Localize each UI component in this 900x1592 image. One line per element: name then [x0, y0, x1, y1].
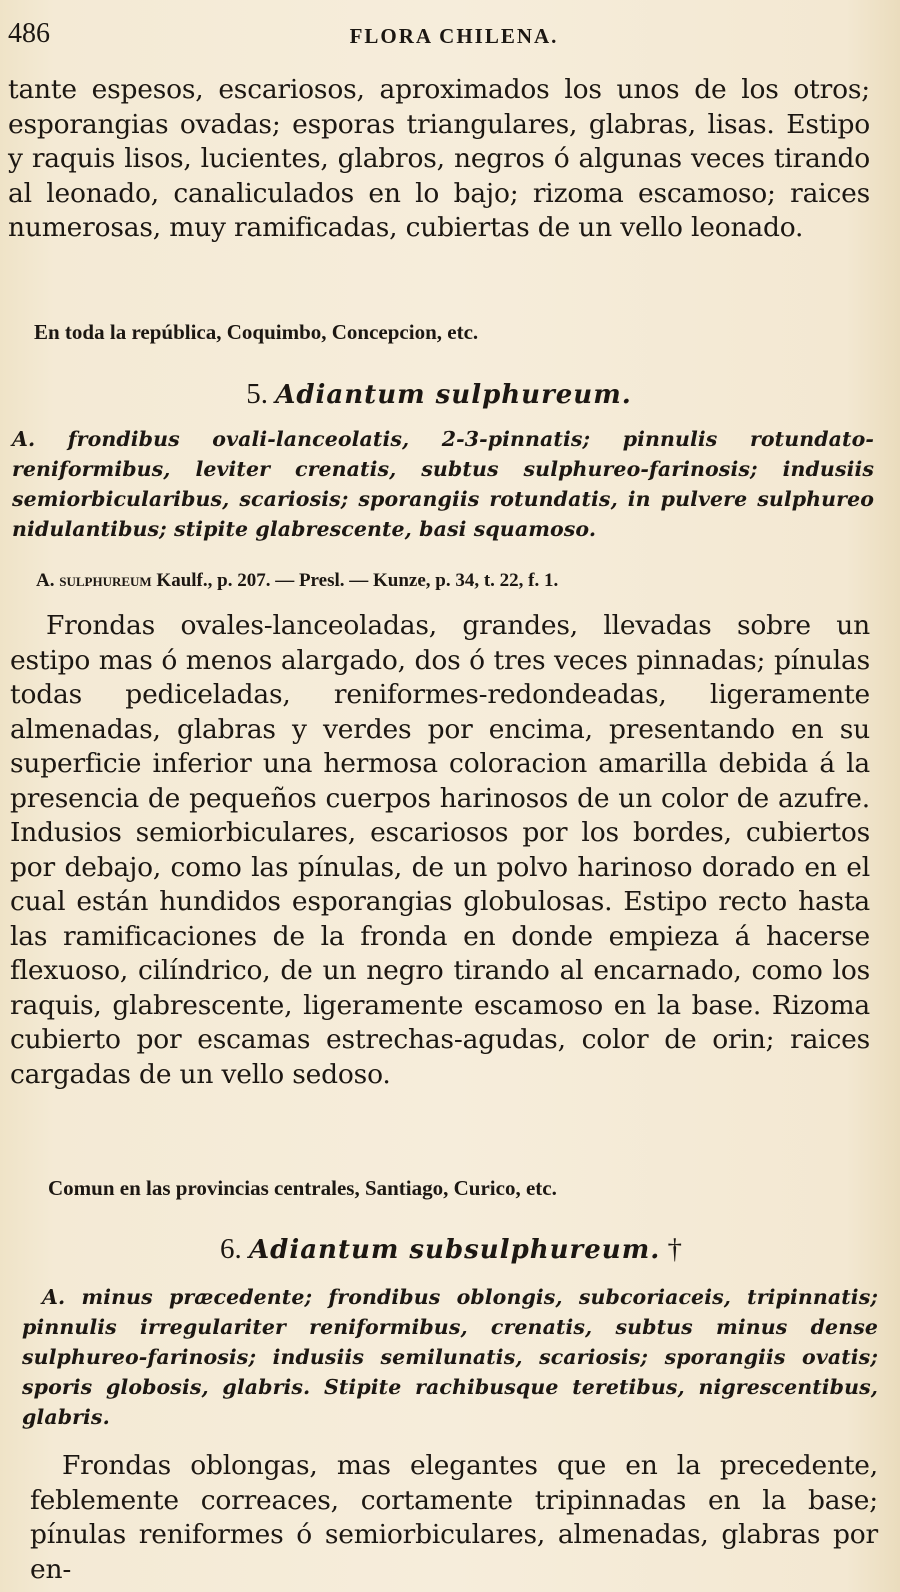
extinct-mark: †	[667, 1233, 683, 1265]
species-number: 5.	[246, 378, 268, 410]
latin-diagnosis-6: A. minus præcedente; frondibus oblongis, subcoriaceis, tripinnatis; pinnulis irregulariter reniformibus, crenatis, subtus minus dense sulphureo-farinosis; indusiis semilunatis, scariosis; sporangiis ovatis; sporis globosis, glabris. Stipite rachibusque teretibus, nigrescentibus, glabris.	[22, 1285, 878, 1429]
page-header	[8, 18, 878, 58]
species-name: Adiantum sulphureum.	[275, 380, 632, 410]
locality-species-4: En toda la república, Coquimbo, Concepcion, etc.	[34, 320, 479, 344]
synonymy-5	[36, 570, 870, 592]
species-heading-5	[8, 378, 870, 411]
species-number: 6.	[219, 1233, 242, 1265]
species-heading-6	[20, 1233, 882, 1266]
paragraph-continued: tante espesos, escariosos, aproximados los unos de los otros; esporangias ovadas; esporas triangulares, glabras, lisas. Estipo y raquis lisos, lucientes, glabros, negros ó algunas veces tirando al leonado, canaliculados en lo bajo; rizoma escamoso; raices numerosas, muy ramificadas, cubiertas de un vello leonado.	[8, 74, 870, 243]
synonym-references: Kaulf., p. 207. — Presl. — Kunze, p. 34, t. 22, f. 1.	[156, 570, 559, 591]
description-5: Frondas ovales-lanceoladas, grandes, llevadas sobre un estipo mas ó menos alargado, dos ó tres veces pinnadas; pínulas todas pediceladas, reniformes-redondeadas, ligeramente almenadas, glabras y verdes por encima, presentando en su superficie inferior una hermosa coloracion amarilla debida á la presencia de pequeños cuerpos harinosos de un color de azufre. Indusios semiorbiculares, escariosos por los bordes, cubiertos por debajo, como las pínulas, de un polvo harinoso dorado en el cual están hundidos esporangias globulosas. Estipo recto hasta las ramificaciones de la fronda en donde empieza á hacerse flexuoso, cilíndrico, de un negro tirando al encarnado, como los raquis, glabrescente, ligeramente escamoso en la base. Rizoma cubierto por escamas estrechas-agudas, color de orin; raices cargadas de un vello sedoso.	[10, 610, 870, 1090]
page-number: 486	[8, 18, 50, 49]
species-name: Adiantum subsulphureum.	[248, 1235, 661, 1265]
description-6: Frondas oblongas, mas elegantes que en la precedente, feblemente correaces, cortamente tripinnadas en la base; pínulas reniformes ó semiorbiculares, almenadas, glabras por en-	[30, 1450, 878, 1585]
locality-species-5: Comun en las provincias centrales, Santiago, Curico, etc.	[48, 1176, 557, 1200]
synonym-name: A. sulphureum	[36, 570, 152, 591]
latin-diagnosis-5: A. frondibus ovali-lanceolatis, 2-3-pinnatis; pinnulis rotundato-reniformibus, leviter crenatis, subtus sulphureo-farinosis; indusiis semiorbicularibus, scariosis; sporangiis rotundatis, in pulvere sulphureo nidulantibus; stipite glabrescente, basi squamoso.	[12, 427, 874, 541]
running-title: FLORA CHILENA.	[349, 24, 559, 48]
